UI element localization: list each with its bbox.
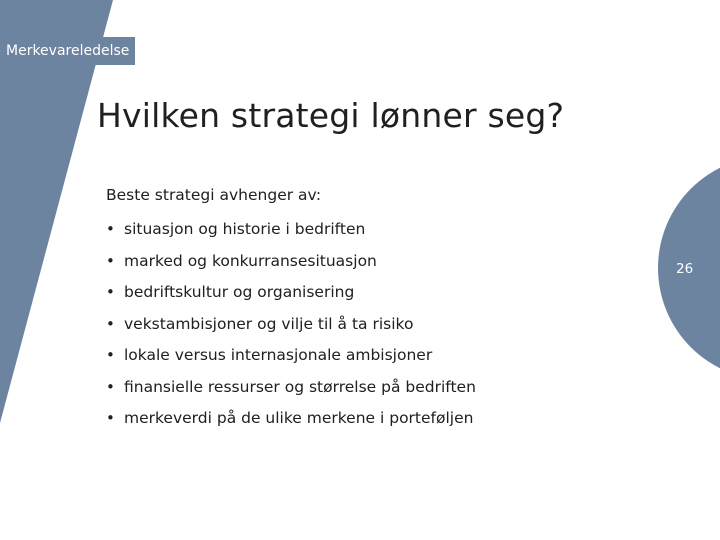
bullet-text: situasjon og historie i bedriften <box>124 220 366 238</box>
intro-text: Beste strategi avhenger av: <box>106 186 322 204</box>
bullet-text: bedriftskultur og organisering <box>124 283 355 301</box>
bullet-text: vekstambisjoner og vilje til å ta risiko <box>124 314 414 333</box>
bullet-icon: • <box>106 377 115 396</box>
bullet-icon: • <box>106 220 115 238</box>
bullet-text: marked og konkurransesituasjon <box>124 251 377 270</box>
bullet-text: lokale versus internasjonale ambisjoner <box>124 346 433 364</box>
bullet-icon: • <box>106 346 115 364</box>
header-label: Merkevareledelse <box>0 37 135 65</box>
bullet-icon: • <box>106 251 115 270</box>
bullet-icon: • <box>106 283 115 301</box>
bullet-icon: • <box>106 409 115 427</box>
bullet-icon: • <box>106 314 115 333</box>
bullet-text: merkeverdi på de ulike merkene i porteføljen <box>124 409 474 427</box>
slide-title: Hvilken strategi lønner seg? <box>97 96 565 135</box>
page-number: 26 <box>676 261 694 277</box>
bullet-text: finansielle ressurser og størrelse på bedriften <box>124 377 476 396</box>
